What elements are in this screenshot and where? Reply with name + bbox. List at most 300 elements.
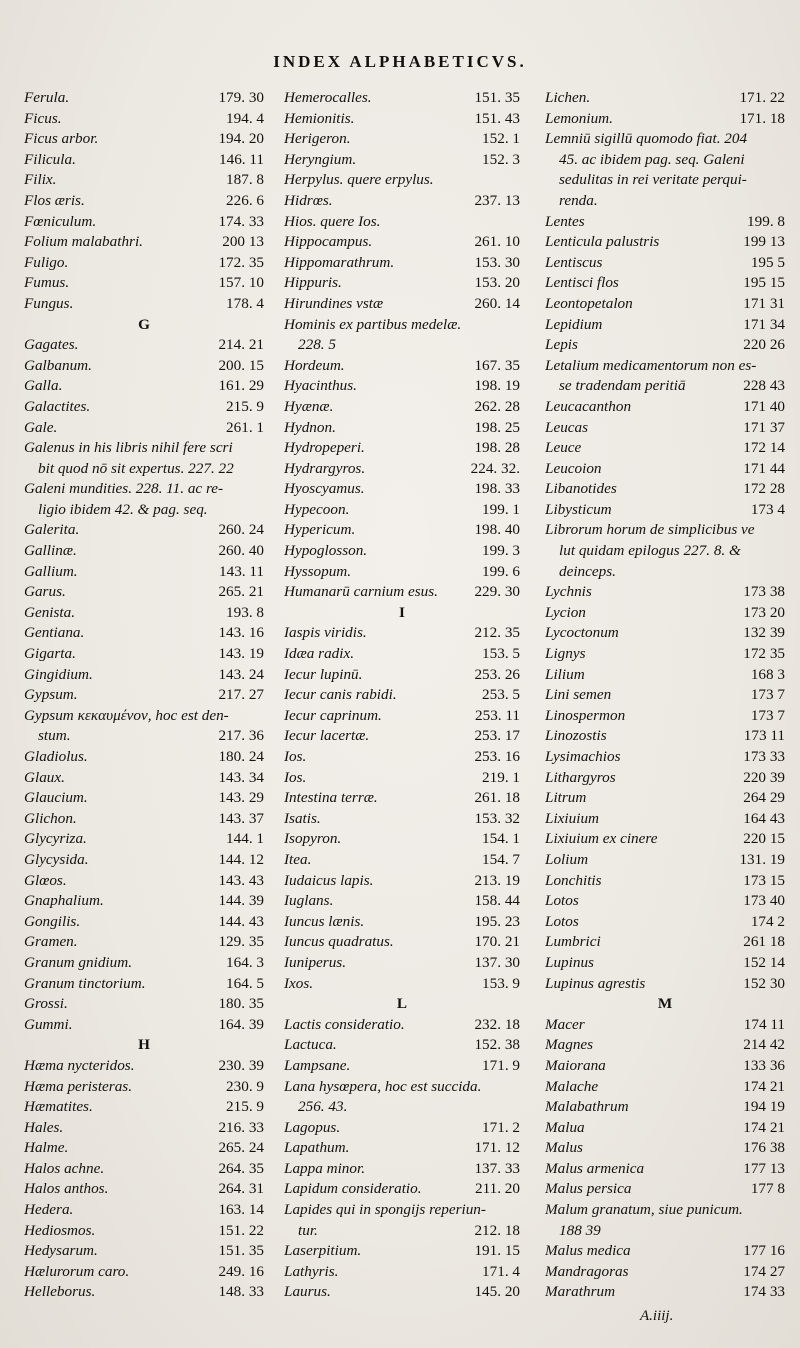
- entry-reference: 199 13: [743, 233, 785, 251]
- index-entry: [545, 88, 785, 109]
- entry-term: Garus.: [24, 583, 66, 601]
- entry-term: L: [396, 995, 408, 1013]
- entry-term: Leontopetalon: [545, 294, 633, 312]
- entry-reference: 171. 4: [482, 1262, 520, 1280]
- entry-term: Malum granatum, siue punicum.: [545, 1201, 743, 1219]
- entry-term: Humanarū carnium esus.: [284, 583, 438, 601]
- index-entry: [284, 706, 520, 727]
- index-entry: [24, 665, 264, 686]
- index-entry: [284, 685, 520, 706]
- entry-reference: 174 33: [743, 1283, 785, 1301]
- index-entry: [545, 747, 785, 768]
- entry-term: Iecur lacertæ.: [284, 727, 370, 745]
- index-entry: [545, 418, 785, 439]
- entry-reference: 178. 4: [226, 294, 264, 312]
- entry-term: lut quidam epilogus 227. 8. &: [559, 542, 741, 560]
- entry-reference: 154. 7: [482, 850, 520, 868]
- entry-reference: 215. 9: [226, 1098, 264, 1116]
- entry-term: Lolium: [545, 850, 589, 868]
- entry-term: Lycoctonum: [545, 624, 619, 642]
- entry-reference: 199. 8: [747, 212, 785, 230]
- entry-reference: 261. 1: [226, 418, 264, 436]
- entry-reference: 174. 33: [218, 212, 264, 230]
- entry-reference: 171. 18: [739, 109, 785, 127]
- entry-reference: 200 13: [222, 233, 264, 251]
- entry-reference: 213. 19: [474, 871, 520, 889]
- entry-reference: 171 40: [743, 397, 785, 415]
- entry-term: Iuniperus.: [284, 953, 347, 971]
- entry-term: Mandragoras: [545, 1262, 629, 1280]
- entry-term: Hippuris.: [284, 274, 342, 292]
- entry-term: Granum tinctorium.: [24, 974, 146, 992]
- index-entry: [24, 500, 264, 521]
- entry-reference: 265. 21: [218, 583, 264, 601]
- index-entry: [545, 1118, 785, 1139]
- entry-reference: 226. 6: [226, 191, 264, 209]
- index-entry: [24, 1097, 264, 1118]
- entry-term: Halos anthos.: [24, 1180, 109, 1198]
- index-entry: [545, 541, 785, 562]
- index-entry: [545, 1097, 785, 1118]
- entry-term: Lithargyros: [545, 768, 616, 786]
- entry-reference: 177 8: [750, 1180, 785, 1198]
- index-entry: [545, 1015, 785, 1036]
- entry-reference: 200. 15: [218, 356, 264, 374]
- index-entry: [284, 1200, 520, 1221]
- index-entry: [545, 582, 785, 603]
- entry-term: Hippocampus.: [284, 233, 373, 251]
- index-entry: [24, 850, 264, 871]
- entry-term: Lentisci flos: [545, 274, 619, 292]
- index-entry: [284, 891, 520, 912]
- entry-reference: 228 43: [743, 377, 785, 395]
- index-entry: [545, 500, 785, 521]
- entry-term: Galenus in his libris nihil fere scri: [24, 439, 233, 457]
- entry-term: Gigarta.: [24, 645, 76, 663]
- entry-reference: 172. 35: [218, 253, 264, 271]
- entry-reference: 230. 39: [218, 1056, 264, 1074]
- entry-term: Folium malabathri.: [24, 233, 143, 251]
- entry-term: Hæma nycteridos.: [24, 1056, 135, 1074]
- signature-mark: A.iiij.: [640, 1308, 674, 1324]
- index-entry: [24, 294, 264, 315]
- index-entry: [545, 891, 785, 912]
- entry-term: Gypsum κεκαυμένον, hoc est den-: [24, 706, 229, 724]
- entry-term: Leuce: [545, 439, 582, 457]
- entry-reference: 199. 1: [482, 500, 520, 518]
- index-entry: [24, 871, 264, 892]
- entry-term: Glycyriza.: [24, 830, 87, 848]
- entry-reference: 164. 5: [226, 974, 264, 992]
- index-entry: [24, 706, 264, 727]
- entry-term: Intestina terræ.: [284, 789, 378, 807]
- entry-term: Leucoion: [545, 459, 602, 477]
- index-entry: [284, 1138, 520, 1159]
- index-entry: [545, 603, 785, 624]
- entry-term: Hidrœs.: [284, 191, 333, 209]
- entry-reference: 260. 14: [474, 294, 520, 312]
- entry-term: Laurus.: [284, 1283, 331, 1301]
- index-entry: [24, 1077, 264, 1098]
- entry-reference: 229. 30: [474, 583, 520, 601]
- index-entry: [24, 994, 264, 1015]
- entry-reference: 152. 1: [482, 130, 520, 148]
- entry-term: Heryngium.: [284, 150, 357, 168]
- entry-term: Lini semen: [545, 686, 612, 704]
- index-entry: [545, 1138, 785, 1159]
- entry-term: Gentiana.: [24, 624, 85, 642]
- index-entry: [284, 912, 520, 933]
- entry-reference: 144. 39: [218, 892, 264, 910]
- index-entry: [284, 809, 520, 830]
- section-letter: [24, 1035, 264, 1056]
- entry-reference: 212. 35: [474, 624, 520, 642]
- entry-term: Lysimachios: [545, 748, 621, 765]
- section-letter: [24, 315, 264, 336]
- index-entry: [545, 974, 785, 995]
- entry-term: tur.: [298, 1221, 318, 1239]
- index-entry: [24, 644, 264, 665]
- entry-term: Glichon.: [24, 809, 77, 827]
- index-entry: [24, 191, 264, 212]
- entry-term: Hyssopum.: [284, 562, 352, 580]
- entry-reference: 264 29: [743, 789, 785, 807]
- entry-reference: 265. 24: [218, 1139, 264, 1157]
- index-entry: [545, 850, 785, 871]
- entry-term: Lepidium: [545, 315, 603, 333]
- entry-reference: 216. 33: [218, 1118, 264, 1136]
- entry-reference: 177 13: [743, 1159, 785, 1177]
- entry-term: Lapides qui in spongijs reperiun-: [284, 1201, 486, 1219]
- entry-term: Filix.: [24, 171, 57, 189]
- entry-reference: 153. 32: [474, 809, 520, 827]
- index-entry: [545, 150, 785, 171]
- entry-term: Lixiuium: [545, 809, 600, 827]
- index-entry: [284, 1179, 520, 1200]
- entry-term: Lenticula palustris: [545, 233, 660, 251]
- entry-term: I: [399, 603, 405, 621]
- entry-reference: 168 3: [750, 665, 785, 683]
- index-entry: [545, 829, 785, 850]
- entry-term: Iecur canis rabidi.: [284, 686, 397, 704]
- entry-term: Lactuca.: [284, 1036, 337, 1054]
- entry-reference: 253. 11: [475, 706, 520, 724]
- index-entry: [284, 109, 520, 130]
- index-entry: [24, 788, 264, 809]
- entry-reference: 148. 33: [218, 1283, 264, 1301]
- index-entry: [545, 232, 785, 253]
- index-entry: [545, 953, 785, 974]
- entry-term: Gallinæ.: [24, 542, 77, 560]
- entry-term: se tradendam peritiā: [559, 377, 686, 395]
- entry-reference: 144. 1: [226, 830, 264, 848]
- entry-term: Linospermon: [545, 706, 626, 724]
- entry-reference: 173 7: [750, 686, 785, 704]
- index-entry: [545, 1179, 785, 1200]
- index-entry: [24, 459, 264, 480]
- index-entry: [545, 685, 785, 706]
- entry-reference: 132 39: [743, 624, 785, 642]
- entry-reference: 264. 31: [218, 1180, 264, 1198]
- entry-reference: 137. 30: [474, 953, 520, 971]
- index-entry: [284, 1056, 520, 1077]
- index-entry: [24, 891, 264, 912]
- entry-term: Hedysarum.: [24, 1242, 98, 1260]
- entry-reference: 164. 3: [226, 953, 264, 971]
- entry-term: sedulitas in rei veritate perqui-: [559, 171, 747, 189]
- page-title: INDEX ALPHABETICVS.: [273, 52, 527, 71]
- index-entry: [24, 726, 264, 747]
- entry-reference: 171 34: [743, 315, 785, 333]
- entry-reference: 253. 17: [474, 727, 520, 745]
- index-entry: [24, 1179, 264, 1200]
- index-entry: [545, 273, 785, 294]
- index-entry: [545, 376, 785, 397]
- entry-term: Granum gnidium.: [24, 953, 133, 971]
- entry-reference: 217. 27: [218, 686, 264, 704]
- index-entry: [284, 129, 520, 150]
- entry-reference: 164 43: [743, 809, 785, 827]
- entry-reference: 137. 33: [474, 1159, 520, 1177]
- index-entry: [24, 932, 264, 953]
- entry-term: Fuligo.: [24, 253, 69, 271]
- entry-term: M: [657, 995, 673, 1013]
- entry-reference: 180. 35: [218, 995, 264, 1013]
- index-entry: [284, 335, 520, 356]
- index-entry: [24, 356, 264, 377]
- entry-reference: 152 14: [743, 953, 785, 971]
- index-entry: [284, 541, 520, 562]
- index-entry: [284, 726, 520, 747]
- index-entry: [545, 1159, 785, 1180]
- index-entry: [545, 129, 785, 150]
- index-entry: [545, 1282, 785, 1303]
- section-letter: [284, 603, 520, 624]
- entry-reference: 194. 4: [226, 109, 264, 127]
- entry-term: Hyacinthus.: [284, 377, 357, 395]
- entry-term: Hypericum.: [284, 521, 356, 539]
- index-entry: [24, 150, 264, 171]
- entry-term: Lixiuium ex cinere: [545, 830, 658, 848]
- index-entry: [24, 829, 264, 850]
- entry-reference: 260. 40: [218, 542, 264, 560]
- index-entry: [284, 1262, 520, 1283]
- entry-term: bit quod nō sit expertus. 227. 22: [38, 459, 234, 477]
- entry-reference: 145. 20: [474, 1283, 520, 1301]
- index-entry: [545, 520, 785, 541]
- entry-term: Lentiscus: [545, 253, 603, 271]
- entry-term: Malus: [545, 1139, 583, 1157]
- entry-term: Ficus arbor.: [24, 130, 99, 148]
- entry-reference: 171 44: [743, 459, 785, 477]
- entry-reference: 249. 16: [218, 1262, 264, 1280]
- entry-reference: 198. 19: [474, 377, 520, 395]
- index-entry: [284, 520, 520, 541]
- entry-reference: 158. 44: [474, 892, 520, 910]
- entry-term: Lotos: [545, 892, 579, 910]
- index-entry: [24, 768, 264, 789]
- entry-reference: 237. 13: [474, 191, 520, 209]
- entry-term: Letalium medicamentorum non es-: [545, 356, 757, 374]
- entry-reference: 177 16: [743, 1242, 785, 1260]
- entry-reference: 143. 29: [218, 789, 264, 807]
- entry-term: Flos æris.: [24, 191, 85, 209]
- index-entry: [284, 294, 520, 315]
- index-entry: [284, 397, 520, 418]
- entry-reference: 143. 34: [218, 768, 264, 786]
- entry-term: Fœniculum.: [24, 212, 97, 230]
- entry-term: Helleborus.: [24, 1283, 96, 1301]
- index-entry: [24, 397, 264, 418]
- entry-reference: 199. 3: [482, 542, 520, 560]
- section-letter: [545, 994, 785, 1015]
- entry-reference: 253. 26: [474, 665, 520, 683]
- index-entry: [284, 315, 520, 336]
- entry-reference: 187. 8: [226, 171, 264, 189]
- entry-term: Gypsum.: [24, 686, 78, 704]
- index-entry: [284, 644, 520, 665]
- index-entry: [24, 809, 264, 830]
- entry-reference: 174 21: [743, 1118, 785, 1136]
- index-entry: [284, 212, 520, 233]
- entry-reference: 173 15: [743, 871, 785, 889]
- entry-term: Malus persica: [545, 1180, 632, 1198]
- entry-term: deinceps.: [559, 562, 616, 580]
- entry-term: Lumbrici: [545, 933, 601, 951]
- entry-term: Lepis: [545, 336, 578, 354]
- entry-reference: 172 28: [743, 480, 785, 498]
- entry-term: 228. 5: [298, 336, 336, 354]
- index-entry: [284, 1221, 520, 1242]
- entry-reference: 152. 38: [474, 1036, 520, 1054]
- entry-term: 188 39: [559, 1221, 601, 1239]
- entry-term: Hydropeperi.: [284, 439, 365, 457]
- entry-term: Hælurorum caro.: [24, 1262, 130, 1280]
- index-entry: [284, 459, 520, 480]
- index-entry: [545, 1200, 785, 1221]
- entry-reference: 172 35: [743, 645, 785, 663]
- entry-reference: 153. 5: [482, 645, 520, 663]
- index-entry: [545, 1262, 785, 1283]
- index-entry: [24, 1056, 264, 1077]
- entry-reference: 161. 29: [218, 377, 264, 395]
- index-entry: [24, 974, 264, 995]
- entry-reference: 199. 6: [482, 562, 520, 580]
- entry-reference: 193. 8: [226, 603, 264, 621]
- entry-term: Grossi.: [24, 995, 68, 1013]
- entry-reference: 157. 10: [218, 274, 264, 292]
- entry-term: Litrum: [545, 789, 587, 807]
- index-entry: [284, 88, 520, 109]
- index-entry: [545, 479, 785, 500]
- entry-reference: 195. 23: [474, 912, 520, 930]
- entry-term: Hales.: [24, 1118, 64, 1136]
- entry-term: Halme.: [24, 1139, 69, 1157]
- index-entry: [24, 1015, 264, 1036]
- entry-term: Lapathum.: [284, 1139, 350, 1157]
- index-entry: [284, 665, 520, 686]
- entry-term: renda.: [559, 191, 598, 209]
- entry-reference: 219. 1: [482, 768, 520, 786]
- entry-reference: 180. 24: [218, 748, 264, 765]
- entry-term: Itea.: [284, 850, 312, 868]
- index-entry: [545, 315, 785, 336]
- entry-reference: 176 38: [743, 1139, 785, 1157]
- entry-term: Iuncus lænis.: [284, 912, 365, 930]
- index-entry: [545, 768, 785, 789]
- entry-term: Hordeum.: [284, 356, 345, 374]
- index-entry: [284, 170, 520, 191]
- index-entry: [545, 170, 785, 191]
- index-entry: [284, 1282, 520, 1303]
- index-entry: [284, 623, 520, 644]
- index-entry: [284, 150, 520, 171]
- entry-reference: 211. 20: [475, 1180, 520, 1198]
- entry-term: Galactites.: [24, 397, 91, 415]
- index-entry: [545, 665, 785, 686]
- entry-reference: 171. 12: [474, 1139, 520, 1157]
- entry-term: Hedera.: [24, 1201, 74, 1219]
- entry-term: Macer: [545, 1015, 585, 1033]
- index-entry: [545, 912, 785, 933]
- entry-reference: 174 21: [743, 1077, 785, 1095]
- index-entry: [545, 1221, 785, 1242]
- entry-term: Ixos.: [284, 974, 314, 992]
- entry-reference: 224. 32.: [470, 459, 520, 477]
- entry-term: Hemionitis.: [284, 109, 355, 127]
- entry-reference: 198. 33: [474, 480, 520, 498]
- index-entry: [545, 788, 785, 809]
- entry-reference: 167. 35: [474, 356, 520, 374]
- index-entry: [24, 376, 264, 397]
- entry-term: Genista.: [24, 603, 76, 621]
- entry-term: Magnes: [545, 1036, 594, 1054]
- entry-term: Lana hysœpera, hoc est succida.: [284, 1077, 482, 1095]
- entry-reference: 153. 30: [474, 253, 520, 271]
- entry-reference: 232. 18: [474, 1015, 520, 1033]
- entry-term: Lapidum consideratio.: [284, 1180, 422, 1198]
- entry-term: Idæa radix.: [284, 645, 355, 663]
- entry-reference: 143. 16: [218, 624, 264, 642]
- entry-term: Glaucium.: [24, 789, 88, 807]
- entry-term: Librorum horum de simplicibus ve: [545, 521, 755, 539]
- index-entry: [24, 418, 264, 439]
- index-entry: [24, 1138, 264, 1159]
- index-column-1: [24, 88, 264, 1303]
- entry-term: Hæmatites.: [24, 1098, 93, 1116]
- entry-reference: 164. 39: [218, 1015, 264, 1033]
- index-entry: [545, 459, 785, 480]
- index-entry: [545, 438, 785, 459]
- entry-reference: 153. 20: [474, 274, 520, 292]
- entry-reference: 198. 40: [474, 521, 520, 539]
- entry-term: Malua: [545, 1118, 585, 1136]
- entry-term: Isopyron.: [284, 830, 342, 848]
- entry-reference: 260. 24: [218, 521, 264, 539]
- entry-reference: 129. 35: [218, 933, 264, 951]
- entry-reference: 171. 2: [482, 1118, 520, 1136]
- entry-reference: 214. 21: [218, 336, 264, 354]
- entry-term: Lemniū sigillū quomodo fiat. 204: [545, 130, 748, 148]
- index-entry: [545, 1077, 785, 1098]
- entry-term: Lemonium.: [545, 109, 613, 127]
- entry-reference: 262. 28: [474, 397, 520, 415]
- entry-reference: 173 40: [743, 892, 785, 910]
- entry-reference: 144. 43: [218, 912, 264, 930]
- entry-reference: 151. 43: [474, 109, 520, 127]
- entry-term: Hypecoon.: [284, 500, 350, 518]
- entry-term: Malus armenica: [545, 1159, 645, 1177]
